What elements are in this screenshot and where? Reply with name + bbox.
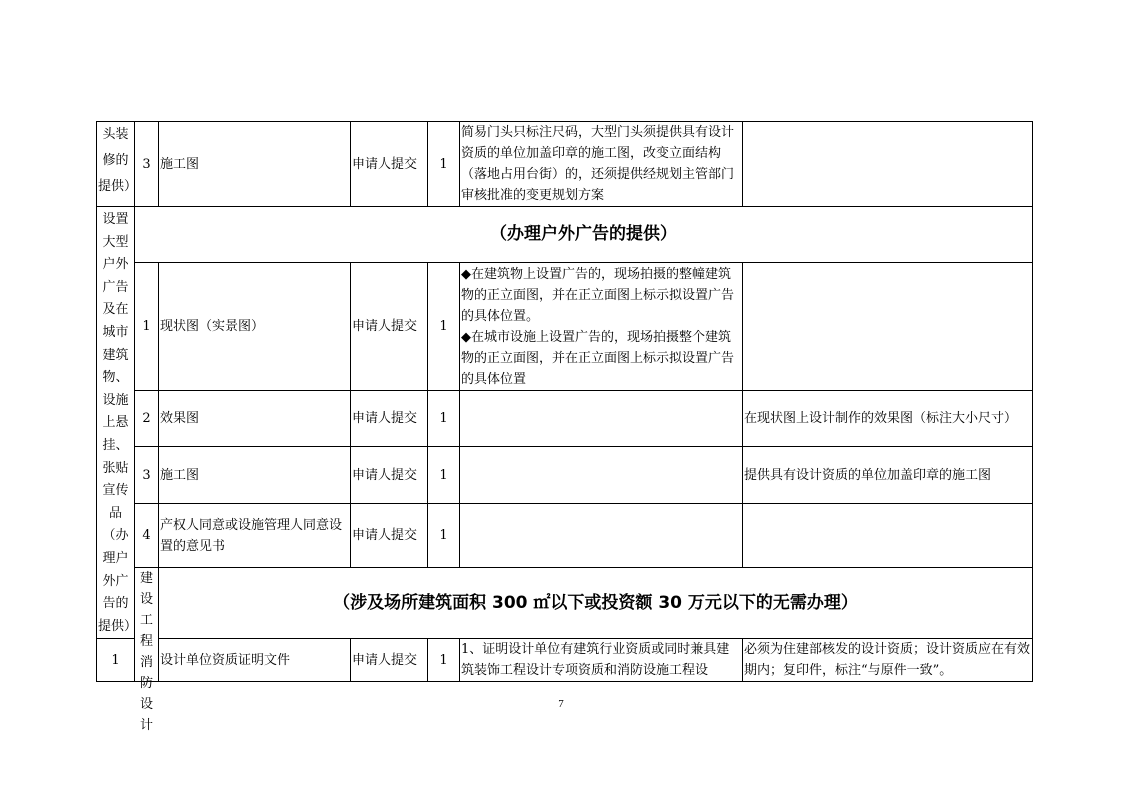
item-number: 3 xyxy=(135,122,159,207)
table-row xyxy=(97,447,1033,504)
item-number: 1 xyxy=(97,639,135,682)
requirement-text xyxy=(460,504,743,568)
requirement-line: ◆在建筑物上设置广告的，现场拍摄的整幢建筑物的正立面图，并在正立面图上标示拟设置广告的具体位置。 xyxy=(461,266,735,324)
material-name: 现状图（实景图） xyxy=(159,263,351,391)
submitter: 申请人提交 xyxy=(351,391,428,447)
table-row xyxy=(97,263,1033,391)
section-header: （办理户外广告的提供） xyxy=(135,207,1033,263)
requirement-line: ◆在城市设施上设置广告的，现场拍摄整个建筑物的正立面图，并在正立面图上标示拟设置广告的具体位置 xyxy=(461,329,735,387)
category-cell: 设置大型户外广告及在城市建筑物、设施上悬挂、张贴宣传品（办理户外广告的提供） xyxy=(97,207,135,639)
copy-count: 1 xyxy=(428,504,460,568)
submitter: 申请人提交 xyxy=(351,263,428,391)
category-cell: 建设工程消防设计 xyxy=(135,568,159,682)
item-number: 3 xyxy=(135,447,159,504)
material-name: 设计单位资质证明文件 xyxy=(159,639,351,682)
table-row xyxy=(97,391,1033,447)
page-number: 7 xyxy=(558,698,564,710)
note-text xyxy=(743,122,1033,207)
note-text: 在现状图上设计制作的效果图（标注大小尺寸） xyxy=(743,391,1033,447)
copy-count: 1 xyxy=(428,391,460,447)
copy-count: 1 xyxy=(428,263,460,391)
item-number: 2 xyxy=(135,391,159,447)
submitter: 申请人提交 xyxy=(351,639,428,682)
requirement-text xyxy=(460,447,743,504)
requirement-text xyxy=(460,263,743,391)
copy-count: 1 xyxy=(428,639,460,682)
table-row xyxy=(97,207,1033,263)
submitter: 申请人提交 xyxy=(351,447,428,504)
item-number: 1 xyxy=(135,263,159,391)
table-row xyxy=(97,568,1033,639)
section-header: （涉及场所建筑面积 300 ㎡以下或投资额 30 万元以下的无需办理） xyxy=(159,568,1033,639)
submitter: 申请人提交 xyxy=(351,504,428,568)
note-text xyxy=(743,263,1033,391)
note-text: 必须为住建部核发的设计资质；设计资质应在有效期内；复印件，标注“与原件一致”。 xyxy=(743,639,1033,682)
requirement-text xyxy=(460,391,743,447)
material-name: 效果图 xyxy=(159,391,351,447)
requirement-text: 1、证明设计单位有建筑行业资质或同时兼具建筑装饰工程设计专项资质和消防设施工程设 xyxy=(460,639,743,682)
table-row xyxy=(97,639,1033,682)
copy-count: 1 xyxy=(428,122,460,207)
table-row xyxy=(97,504,1033,568)
item-number: 4 xyxy=(135,504,159,568)
requirements-table xyxy=(96,121,1033,733)
requirement-text: 简易门头只标注尺码，大型门头须提供具有设计资质的单位加盖印章的施工图，改变立面结构（落地占用台街）的，还须提供经规划主管部门审核批准的变更规划方案 xyxy=(460,122,743,207)
submitter: 申请人提交 xyxy=(351,122,428,207)
table-row xyxy=(97,122,1033,207)
note-text xyxy=(743,504,1033,568)
material-name: 产权人同意或设施管理人同意设置的意见书 xyxy=(159,504,351,568)
material-name: 施工图 xyxy=(159,447,351,504)
note-text: 提供具有设计资质的单位加盖印章的施工图 xyxy=(743,447,1033,504)
category-cell: 头装修的提供） xyxy=(97,122,135,207)
copy-count: 1 xyxy=(428,447,460,504)
material-name: 施工图 xyxy=(159,122,351,207)
